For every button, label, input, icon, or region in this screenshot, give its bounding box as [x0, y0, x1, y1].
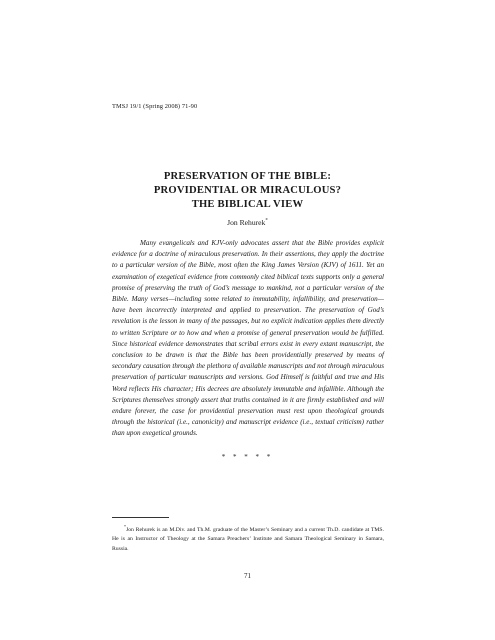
article-title — [100, 170, 395, 213]
title-line-2: PROVIDENTIAL OR MIRACULOUS? — [153, 185, 342, 197]
running-head: TMSJ 19/1 (Spring 2008) 71-90 — [112, 103, 198, 110]
section-break: * * * * * — [221, 453, 274, 461]
abstract: Many evangelicals and KJV-only advocates assert that the Bible provides explicit evidence for a doctrine of miraculous preservation. In their assertions, they apply the doctrine to a particular version of the Bible, most often the King James Version (KJV) of 1611. Yet an examination of exegetical evidence from commonly cited biblical texts supports only a general promise of preserving the truth of God’s message to mankind, not a particular version of the Bible. Many verses—including some related to immutability, infallibility, and preservation—have been incorrectly interpreted and applied to preservation. The preservation of God’s revelation is the lesson in many of the passages, but no explicit indication applies them directly to written Scripture or to how and when a promise of general preservation would be fulfilled. Since historical evidence demonstrates that scribal errors exist in every extant manuscript, the conclusion to be drawn is that the Bible has been providentially preserved by means of secondary causation through the plethora of available manuscripts and not through miraculous preservation of particular manuscripts and versions. God Himself is faithful and true and His Word reflects His character; His decrees are absolutely immutable and infallible. Although the Scriptures themselves strongly assert that truths contained in it are firmly established and will endure forever, the case for providential preservation must rest upon theological grounds through the historical (i.e., canonicity) and manuscript evidence (i.e., textual criticism) rather than upon exegetical grounds. — [112, 239, 384, 438]
footnote-text: Jon Rehurek is an M.Div. and Th.M. graduate of the Master’s Seminary and a current Th.D. candidate at TMS. He is an Instructor of Theology at the Samara Preachers’ Institute and Samara Theological Seminary in Samara, Russia. — [112, 527, 384, 552]
author-byline — [100, 218, 395, 227]
title-line-1: PRESERVATION OF THE BIBLE: — [163, 171, 332, 182]
footnote — [112, 526, 384, 554]
author-name: Jon Rehurek — [227, 218, 266, 227]
footnote-rule — [112, 517, 169, 518]
title-line-3: THE BIBLICAL VIEW — [191, 199, 304, 211]
page-number: 71 — [244, 572, 251, 580]
footnote-marker: * — [124, 524, 126, 530]
author-footnote-marker: * — [265, 218, 268, 224]
